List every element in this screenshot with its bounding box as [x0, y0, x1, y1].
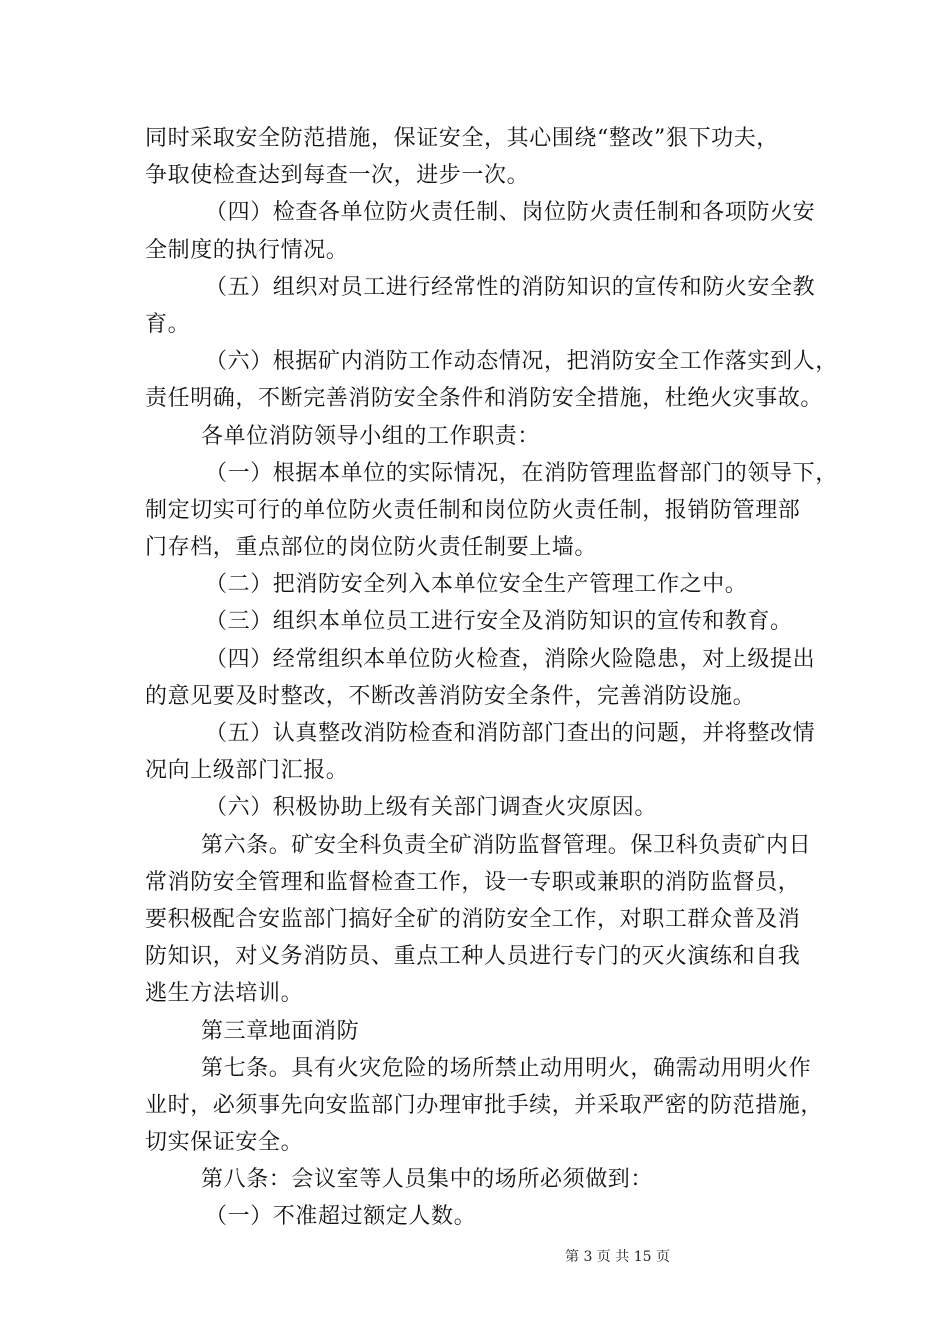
text-line: 第八条：会议室等人员集中的场所必须做到： [201, 1167, 654, 1193]
text-line: （一）不准超过额定人数。 [205, 1204, 477, 1230]
text-line: （三）组织本单位员工进行安全及消防知识的宣传和教育。 [205, 609, 793, 635]
text-line: （四）经常组织本单位防火检查，消除火险隐患，对上级提出 [205, 646, 816, 672]
text-line: 逃生方法培训。 [145, 981, 304, 1007]
text-line: 业时，必须事先向安监部门办理审批手续，并采取严密的防范措施， [145, 1092, 824, 1118]
body-text [145, 120, 838, 1236]
text-line: 第七条。具有火灾危险的场所禁止动用明火，确需动用明火作 [201, 1055, 812, 1081]
text-line: （五）认真整改消防检查和消防部门查出的问题，并将整改情 [205, 721, 816, 746]
text-line: （二）把消防安全列入本单位安全生产管理工作之中。 [205, 572, 748, 598]
text-line: 育。 [145, 311, 191, 337]
text-line: （五）组织对员工进行经常性的消防知识的宣传和防火安全教 [205, 274, 816, 300]
text-line: 的意见要及时整改，不断改善消防安全条件，完善消防设施。 [145, 683, 756, 709]
text-line: 制定切实可行的单位防火责任制和岗位防火责任制，报销防管理部 [145, 497, 801, 523]
text-line: （一）根据本单位的实际情况，在消防管理监督部门的领导下， [205, 460, 838, 486]
text-line: 防知识，对义务消防员、重点工种人员进行专门的灭火演练和自我 [145, 944, 801, 970]
text-line: 门存档，重点部位的岗位防火责任制要上墙。 [145, 535, 598, 561]
text-line: 切实保证安全。 [145, 1130, 304, 1156]
text-line: 各单位消防领导小组的工作职责： [201, 423, 541, 449]
text-line: （四）检查各单位防火责任制、岗位防火责任制和各项防火安 [205, 200, 816, 226]
text-line: 况向上级部门汇报。 [145, 758, 349, 784]
text-line: 要积极配合安监部门搞好全矿的消防安全工作，对职工群众普及消 [145, 906, 801, 932]
text-line: 第六条。矿安全科负责全矿消防监督管理。保卫科负责矿内日 [201, 832, 812, 858]
text-line: 责任明确，不断完善消防安全条件和消防安全措施，杜绝火灾事故。 [145, 386, 824, 412]
text-line: 全制度的执行情况。 [145, 237, 349, 263]
chapter-heading: 第三章地面消防 [201, 1018, 360, 1044]
text-line: 常消防安全管理和监督检查工作，设一专职或兼职的消防监督员， [145, 869, 801, 895]
page-number-footer: 第 3 页 共 15 页 [565, 1249, 670, 1265]
text-line: （六）根据矿内消防工作动态情况，把消防安全工作落实到人， [205, 349, 838, 375]
text-line: （六）积极协助上级有关部门调查火灾原因。 [205, 795, 658, 821]
text-line: 争取使检查达到每查一次，进步一次。 [145, 163, 530, 189]
text-line: 同时采取安全防范措施，保证安全，其心围绕“整改”狠下功夫， [145, 126, 779, 151]
